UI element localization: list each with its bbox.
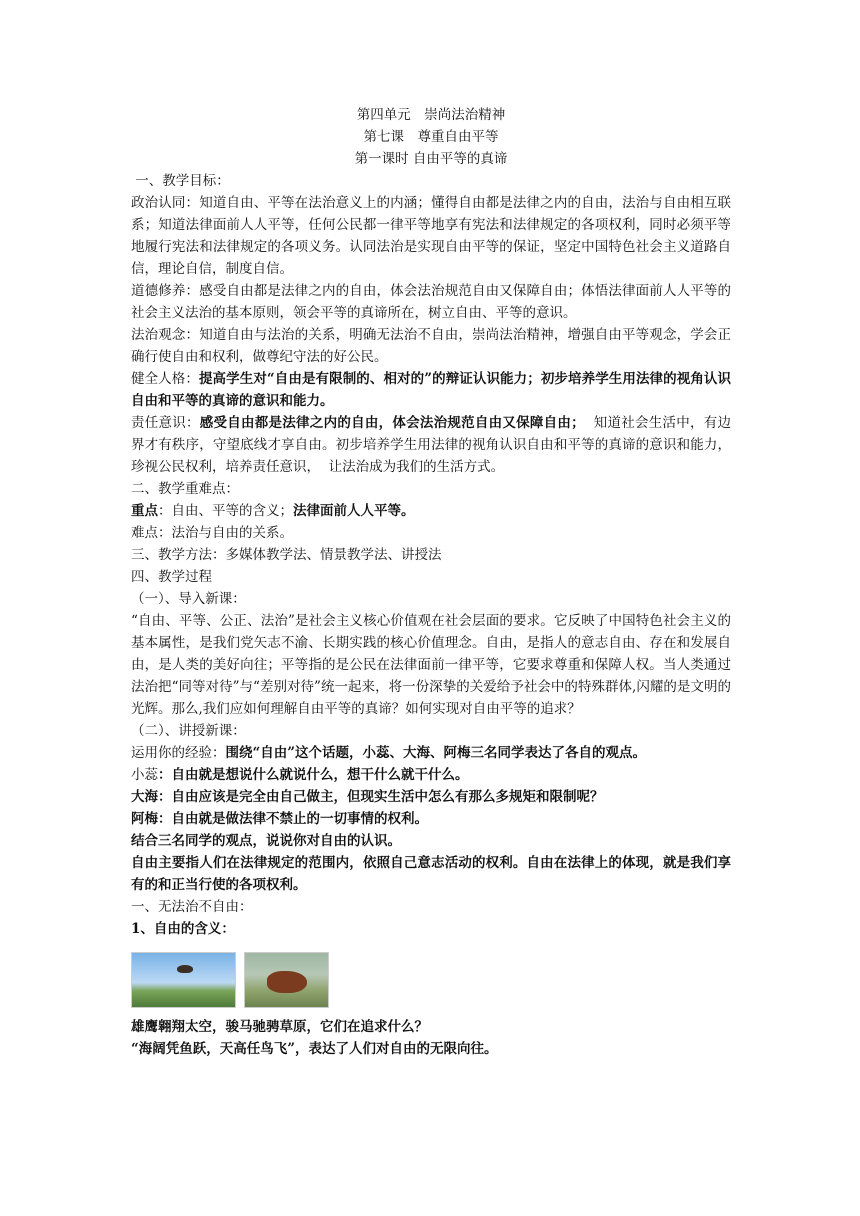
unit-title: 第四单元 崇尚法治精神 (356, 107, 506, 123)
goal-responsibility (131, 412, 731, 478)
xiaorui-name: 小蕊 (131, 767, 158, 783)
section-heading-keypoints: 二、教学重难点： (131, 481, 239, 497)
goal-personality-label: 健全人格： (131, 371, 199, 387)
intro-paragraph: “自由、平等、公正、法治”是社会主义核心价值观在社会层面的要求。它反映了中国特色社会主义的基本属性，是我们党矢志不渝、长期实践的核心价值理念。自由，是指人的意志自由、存在和发展自由，是人类的美好向往；平等指的是公民在法律面前一律平等，它要求尊重和保障人权。当人类通过法治把“同等对待”与“差别对待”统一起来，将一份深挚的关爱给予社会中的特殊群体,闪耀的是文明的光辉。那么,我们应如何理解自由平等的真谛？如何实现对自由平等的追求？ (131, 613, 731, 717)
xiaorui-text: ：自由就是想说什么就说什么，想干什么就干什么。 (158, 767, 469, 783)
xiaorui-line (131, 764, 731, 786)
combine-question: 结合三名同学的观点，说说你对自由的认识。 (131, 833, 401, 849)
goal-responsibility-text: 知道社会生活中，有边界才有秩序，守望底线才享自由。初步培养学生用法律的视角认识自由和平等的真谛的意识和能力，珍视公民权利，培养责任意识， 让法治成为我们的生活方式。 (131, 415, 732, 475)
goal-political: 政治认同：知道自由、平等在法治意义上的内涵；懂得自由都是法律之内的自由，法治与自由相互联系；知道法律面前人人平等，任何公民都一律平等地享有宪法和法律规定的各项权利，同时必须平等地履行宪法和法律规定的各项义务。认同法治是实现自由平等的保证，坚定中国特色社会主义道路自信，理论自信，制度自信。 (131, 195, 731, 277)
section-heading-methods: 三、教学方法：多媒体教学法、情景教学法、讲授法 (131, 547, 442, 563)
key-point (131, 500, 731, 522)
goal-personality (131, 368, 731, 412)
hard-point: 难点：法治与自由的关系。 (131, 525, 293, 541)
item-freedom-meaning: 1、自由的含义： (131, 921, 235, 937)
amei-line: 阿梅：自由就是做法律不禁止的一切事情的权利。 (131, 811, 428, 827)
image-question: 雄鹰翱翔太空，骏马驰骋草原，它们在追求什么？ (131, 1019, 428, 1035)
goal-responsibility-bold: 感受自由都是法律之内的自由，体会法治规范自由又保障自由； (199, 415, 585, 431)
dahai-line: 大海：自由应该是完全由自己做主，但现实生活中怎么有那么多规矩和限制呢？ (131, 789, 604, 805)
key-point-bold: 法律面前人人平等。 (293, 503, 415, 519)
document-page (131, 104, 731, 1060)
proverb-line: “海阔凭鱼跃，天高任鸟飞”，表达了人们对自由的无限向往。 (131, 1041, 498, 1057)
goal-personality-text: 提高学生对“自由是有限制的、相对的”的辩证认识能力；初步培养学生用法律的视角认识自由和平等的真谛的意识和能力。 (131, 371, 731, 409)
eagle-image (131, 952, 236, 1008)
experience-label: 运用你的经验： (131, 745, 226, 761)
subheading-intro: （一）、导入新课： (131, 591, 246, 607)
key-point-text: ：自由、平等的含义； (158, 503, 293, 519)
goal-law: 法治观念：知道自由与法治的关系，明确无法治不自由，崇尚法治精神，增强自由平等观念，学会正确行使自由和权利，做尊纪守法的好公民。 (131, 327, 731, 365)
subheading-new-lesson: （二）、讲授新课： (131, 723, 246, 739)
section-heading-process: 四、教学过程 (131, 569, 212, 585)
experience-line (131, 742, 731, 764)
lesson-title: 第七课 尊重自由平等 (363, 129, 499, 145)
section-heading-goals: 一、教学目标： (131, 173, 230, 189)
experience-text: 围绕“自由”这个话题，小蕊、大海、阿梅三名同学表达了各自的观点。 (225, 745, 647, 761)
freedom-answer: 自由主要指人们在法律规定的范围内，依照自己意志活动的权利。自由在法律上的体现，就是我们享有的和正当行使的各项权利。 (131, 855, 731, 893)
goal-responsibility-label: 责任意识： (131, 415, 200, 431)
image-row (131, 952, 731, 1008)
horse-image (244, 952, 329, 1008)
goal-moral: 道德修养：感受自由都是法律之内的自由，体会法治规范自由又保障自由；体悟法律面前人人平等的社会主义法治的基本原则，领会平等的真谛所在，树立自由、平等的意识。 (131, 283, 731, 321)
key-point-label: 重点 (131, 503, 158, 519)
period-title: 第一课时 自由平等的真谛 (354, 151, 508, 167)
part-heading-no-law-no-freedom: 一、无法治不自由： (131, 899, 253, 915)
